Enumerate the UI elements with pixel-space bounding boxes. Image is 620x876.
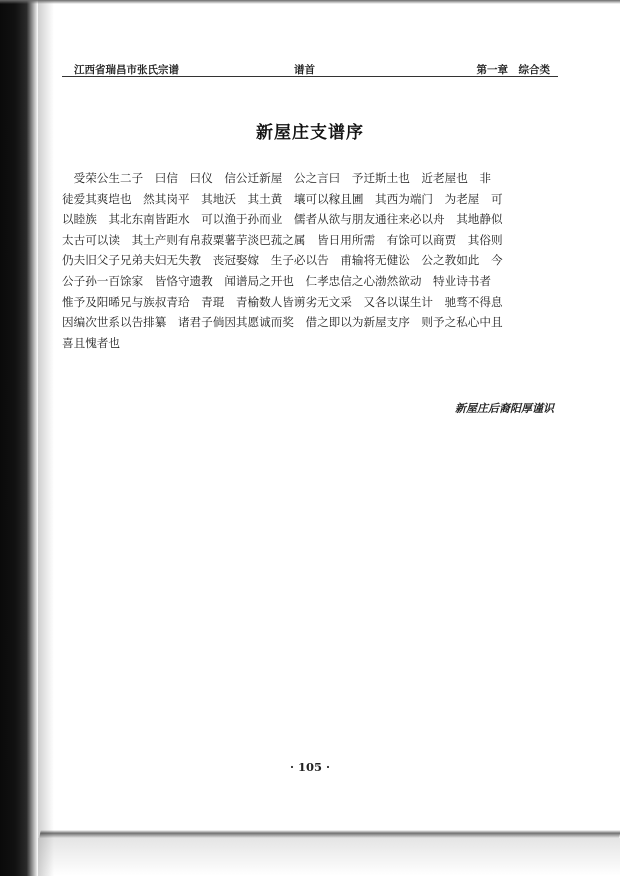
author-signature: 新屋庄后裔阳厚谨识: [455, 402, 554, 415]
page-title: 新屋庄支谱序: [256, 123, 364, 143]
body-line: 惟予及阳晞兄与族叔青珨 青琨 青榆数人皆谫劣无文采 又各以谋生计 驰骛不得息: [62, 294, 503, 309]
body-line: 因编次世系以告排纂 诸君子倘因其愿诚而奖 借之即以为新屋支序 则予之私心中且: [62, 315, 503, 330]
body-line: 徒爱其爽垲也 然其岗平 其地沃 其土黄 壤可以稼且圃 其西为端门 为老屋 可: [62, 191, 503, 206]
preface-body: [62, 168, 556, 353]
scan-top-edge: [0, 0, 620, 4]
scan-bottom-shadow: [38, 838, 620, 876]
body-line: 以睦族 其北东南皆距水 可以渔于孙而业 儒者从欲与朋友通往来必以舟 其地静似: [62, 212, 503, 227]
header-chapter: 第一章 综合类: [476, 64, 550, 76]
header-book-title: 江西省瑞昌市张氏宗谱: [74, 64, 179, 76]
body-line: 太古可以读 其土产则有帛菽粟薯芋淡巴菰之属 皆日用所需 有馀可以商贾 其俗则: [62, 232, 503, 247]
body-line: 喜且愧者也: [62, 335, 120, 350]
page-number: · 105 ·: [289, 760, 331, 774]
scan-bottom-edge: [39, 830, 620, 838]
body-line: 公子孙一百馀家 皆恪守遗教 闻谱局之开也 仁孝忠信之心渤然欲动 特业诗书者: [62, 273, 491, 288]
body-line: 受荣公生二子 曰信 曰仪 信公迁新屋 公之言曰 予迁斯土也 近老屋也 非: [62, 171, 491, 185]
header-rule: [62, 76, 558, 77]
body-line: 仍夫旧父子兄弟夫妇无失教 丧冠娶嫁 生子必以告 甫输将无健讼 公之教如此 今: [62, 253, 503, 268]
header-section: 谱首: [294, 64, 315, 76]
